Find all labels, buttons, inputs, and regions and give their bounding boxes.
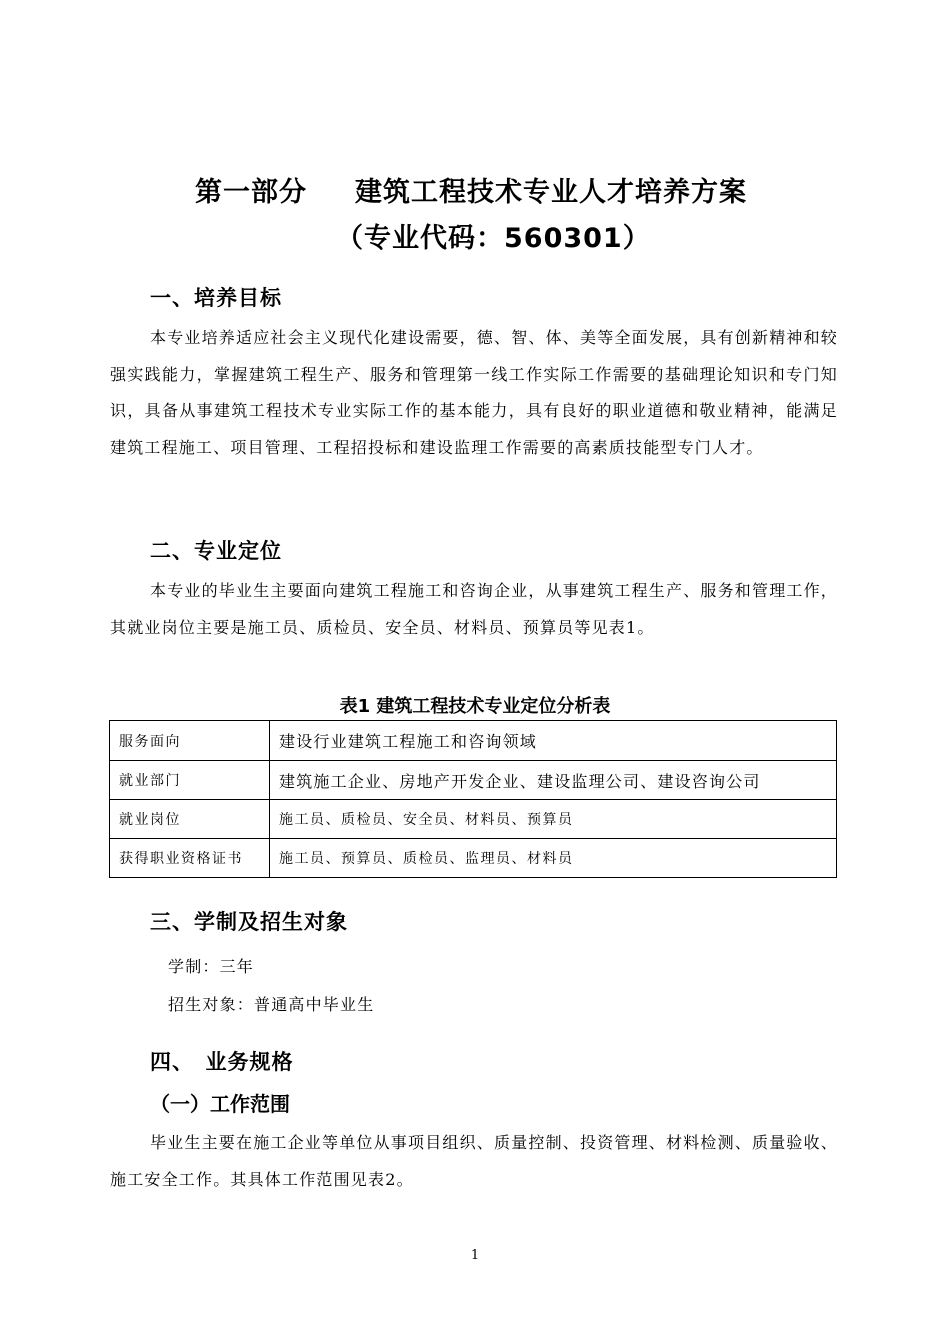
text-line: 精神和较强实践能力，掌握建筑工程生产、服务和管理第一线工作实际工作需要的基础 bbox=[110, 328, 839, 384]
table-caption: 表1 建筑工程技术专业定位分析表 bbox=[339, 696, 611, 717]
table-value-cell: 施工员、预算员、质检员、监理员、材料员 bbox=[270, 839, 837, 878]
table-value-cell: 施工员、质检员、安全员、材料员、预算员 bbox=[270, 800, 837, 839]
positioning-paragraph bbox=[110, 573, 838, 646]
section-heading-training-goals: 一、培养目标 bbox=[150, 286, 282, 310]
table-key-cell: 就业岗位 bbox=[110, 800, 270, 839]
section-heading-positioning: 二、专业定位 bbox=[150, 539, 282, 563]
work-scope-paragraph bbox=[110, 1125, 838, 1198]
subsection-heading-work-scope: （一）工作范围 bbox=[150, 1092, 290, 1116]
section-heading-business-specs: 四、 业务规格 bbox=[150, 1050, 294, 1074]
page-number: 1 bbox=[470, 1248, 480, 1263]
table-key-cell: 就业部门 bbox=[110, 761, 270, 800]
text-line: 本专业的毕业生主要面向建筑工程施工和咨询企业，从事建筑工程生产、服务和管 bbox=[150, 581, 770, 600]
table-row bbox=[110, 839, 837, 878]
training-goals-paragraph bbox=[110, 320, 838, 466]
enrollment-target: 招生对象：普通高中毕业生 bbox=[168, 995, 375, 1014]
table-key-cell: 获得职业资格证书 bbox=[110, 839, 270, 878]
text-line: 量验收、施工安全工作。其具体工作范围见表2。 bbox=[110, 1133, 839, 1189]
section-heading-duration-enrollment: 三、学制及招生对象 bbox=[150, 910, 348, 934]
positioning-table bbox=[109, 720, 837, 878]
study-duration: 学制：三年 bbox=[168, 957, 255, 976]
table-row bbox=[110, 761, 837, 800]
program-code: （专业代码：560301） bbox=[336, 223, 651, 254]
text-line: 本专业培养适应社会主义现代化建设需要，德、智、体、美等全面发展，具有创新 bbox=[150, 328, 770, 347]
document-part-label: 第一部分 bbox=[195, 177, 307, 208]
table-row bbox=[110, 721, 837, 761]
document-title: 建筑工程技术专业人才培养方案 bbox=[355, 177, 747, 208]
table-row bbox=[110, 800, 837, 839]
table-value-cell: 建筑施工企业、房地产开发企业、建设监理公司、建设咨询公司 bbox=[270, 761, 837, 800]
text-line: 理论知识和专门知识，具备从事建筑工程技术专业实际工作的基本能力，具有良好的职 bbox=[110, 364, 838, 420]
text-line: 理工作，其就业岗位主要是施工员、质检员、安全员、材料员、预算员等见表1。 bbox=[110, 581, 839, 637]
text-line: 毕业生主要在施工企业等单位从事项目组织、质量控制、投资管理、材料检测、质 bbox=[150, 1133, 770, 1152]
text-line: 业道德和敬业精神，能满足建筑工程施工、项目管理、工程招投标和建设监理工作需要 bbox=[110, 401, 838, 457]
table-key-cell: 服务面向 bbox=[110, 721, 270, 761]
table-value-cell: 建设行业建筑工程施工和咨询领域 bbox=[270, 721, 837, 761]
text-line: 的高素质技能型专门人才。 bbox=[557, 437, 764, 457]
